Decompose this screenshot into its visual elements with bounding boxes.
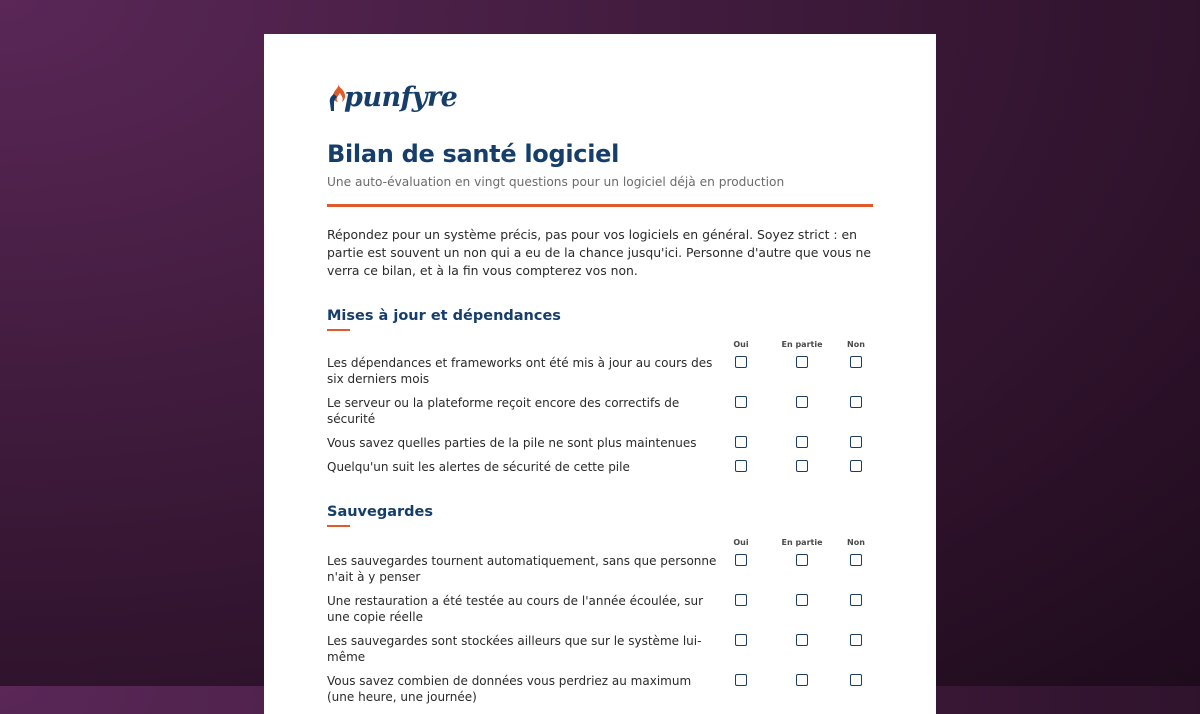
checkbox-no[interactable] bbox=[850, 356, 862, 368]
checkbox-partial[interactable] bbox=[796, 674, 808, 686]
section-updates bbox=[327, 308, 873, 483]
column-header-no: Non bbox=[847, 538, 865, 547]
page-title: Bilan de santé logiciel bbox=[327, 140, 620, 168]
checkbox-yes[interactable] bbox=[735, 436, 747, 448]
column-header-partial: En partie bbox=[781, 538, 823, 547]
document-page bbox=[264, 34, 936, 714]
checkbox-partial[interactable] bbox=[796, 460, 808, 472]
column-headers bbox=[327, 337, 873, 355]
question-row bbox=[327, 553, 873, 593]
brand-logo bbox=[327, 80, 873, 114]
column-header-partial: En partie bbox=[781, 340, 823, 349]
question-text: Quelqu'un suit les alertes de sécurité de cette pile bbox=[327, 460, 630, 474]
question-text: Les sauvegardes sont stockées ailleurs que sur le système lui-même bbox=[327, 634, 702, 664]
checkbox-partial[interactable] bbox=[796, 436, 808, 448]
question-row bbox=[327, 633, 873, 673]
column-headers bbox=[327, 535, 873, 553]
section-underline bbox=[327, 329, 350, 331]
checkbox-partial[interactable] bbox=[796, 594, 808, 606]
checkbox-partial[interactable] bbox=[796, 634, 808, 646]
checkbox-yes[interactable] bbox=[735, 356, 747, 368]
checkbox-partial[interactable] bbox=[796, 554, 808, 566]
checkbox-yes[interactable] bbox=[735, 634, 747, 646]
checkbox-yes[interactable] bbox=[735, 396, 747, 408]
question-row bbox=[327, 673, 873, 713]
column-header-no: Non bbox=[847, 340, 865, 349]
question-row bbox=[327, 459, 873, 483]
title-divider bbox=[327, 204, 873, 207]
question-text: Les sauvegardes tournent automatiquement, sans que personne n'ait à y penser bbox=[327, 554, 717, 584]
checkbox-no[interactable] bbox=[850, 674, 862, 686]
question-row bbox=[327, 355, 873, 395]
column-header-yes: Oui bbox=[733, 538, 749, 547]
checkbox-no[interactable] bbox=[850, 460, 862, 472]
question-text: Les dépendances et frameworks ont été mis à jour au cours des six derniers mois bbox=[327, 356, 713, 386]
column-header-yes: Oui bbox=[733, 340, 749, 349]
checkbox-partial[interactable] bbox=[796, 396, 808, 408]
checkbox-yes[interactable] bbox=[735, 674, 747, 686]
checkbox-no[interactable] bbox=[850, 594, 862, 606]
checkbox-yes[interactable] bbox=[735, 460, 747, 472]
question-text: Le serveur ou la plateforme reçoit encore des correctifs de sécurité bbox=[327, 396, 680, 426]
checkbox-yes[interactable] bbox=[735, 554, 747, 566]
checkbox-no[interactable] bbox=[850, 436, 862, 448]
page-subtitle: Une auto-évaluation en vingt questions pour un logiciel déjà en production bbox=[327, 175, 785, 189]
section-title: Mises à jour et dépendances bbox=[327, 308, 561, 324]
brand-name: punfyre bbox=[344, 81, 458, 113]
section-title: Sauvegardes bbox=[327, 504, 433, 520]
checkbox-no[interactable] bbox=[850, 554, 862, 566]
intro-paragraph: Répondez pour un système précis, pas pour vos logiciels en général. Soyez strict : en partie est souvent un non qui a eu de la chance jusqu'ici. Personne d'autre que vous ne verra ce bilan, et à la fin vous compterez vos non. bbox=[327, 227, 871, 278]
question-text: Une restauration a été testée au cours de l'année écoulée, sur une copie réelle bbox=[327, 594, 704, 624]
question-row bbox=[327, 395, 873, 435]
question-text: Vous savez combien de données vous perdriez au maximum (une heure, une journée) bbox=[327, 674, 692, 704]
checkbox-yes[interactable] bbox=[735, 594, 747, 606]
question-text: Vous savez quelles parties de la pile ne sont plus maintenues bbox=[327, 436, 697, 450]
question-row bbox=[327, 435, 873, 459]
checkbox-no[interactable] bbox=[850, 396, 862, 408]
section-underline bbox=[327, 525, 350, 527]
question-row bbox=[327, 593, 873, 633]
section-backups bbox=[327, 504, 873, 713]
checkbox-no[interactable] bbox=[850, 634, 862, 646]
checkbox-partial[interactable] bbox=[796, 356, 808, 368]
